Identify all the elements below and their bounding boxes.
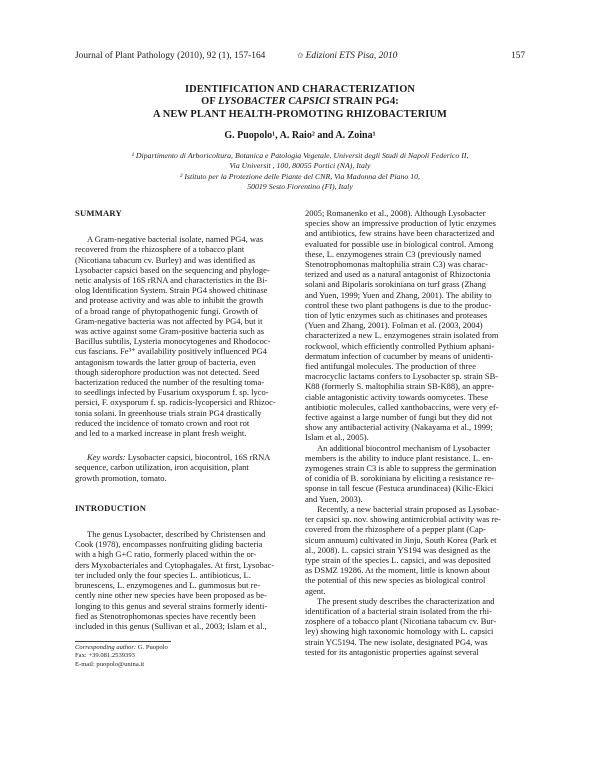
text-line: ciable antagonistic activity towards oomycetes. These [305, 391, 489, 402]
text-line: ter included only the four species L. antibioticus, L. [75, 569, 251, 580]
title-line: A NEW PLANT HEALTH-PROMOTING RHIZOBACTERIUM [153, 108, 447, 120]
keywords-line [75, 452, 295, 462]
affiliation-line: ¹ Dipartimento di Arboricoltura, Botanica e Patologia Vegetale, Universit degli Studi di Napoli Federico II, [131, 151, 469, 160]
text-line: with a high G+C ratio, formerly placed within the or- [75, 549, 257, 560]
text-line: and led to a marked increase in plant fresh weight. [75, 428, 247, 439]
spacer [75, 483, 295, 503]
text-line: sponse in tall fescue (Festuca arundinacea) (Kilic-Ekici [305, 483, 494, 494]
text-line: evaluated for possible use in biological control. Among [305, 238, 494, 249]
text-line: 2005; Romanenko et al., 2008). Although Lysobacter [305, 208, 486, 218]
text-line: rockwool, which efficiently controlled Pythium aphani- [305, 340, 495, 351]
correspondence-line [75, 644, 295, 652]
text-line: (Yuen and Zhang, 2001). Folman et al. (2003, 2004) [305, 320, 483, 331]
publisher-line [293, 49, 397, 63]
text-line: fied antifungal molecules. The production of three [305, 361, 476, 372]
running-header [75, 49, 525, 63]
footnote-divider [75, 641, 171, 642]
text-line: antibiotic molecules, called xanthobaccins, were very ef- [305, 401, 499, 412]
text-line: ley) showing high taxonomic homology with L. capsici [305, 626, 494, 637]
left-column [75, 208, 295, 669]
text-line: cus fascians. Fe³⁺ availability positively influenced PG4 [75, 346, 267, 357]
title-line [75, 96, 525, 108]
text-line: K88 (formerly S. maltophilia strain SB-K88), an appre- [305, 381, 495, 392]
text-line: The present study describes the characterization and [317, 595, 495, 606]
text-line: recovered from the rhizosphere of a tobacco plant [75, 244, 245, 255]
text-line: Cook (1978), encompasses nonfruiting gliding bacteria [75, 539, 263, 550]
text-line: and Yuen, 1999; Yuen and Zhang, 2001). The ability to [305, 289, 492, 300]
text-line: agent. [305, 585, 326, 596]
body-paragraph [305, 596, 525, 657]
text-line: control these two plant pathogens is due to the produc- [305, 299, 492, 310]
text-line: growth promotion, tomato. [75, 472, 167, 483]
text-line: Recently, a new bacterial strain proposed as Lysobac- [317, 503, 500, 514]
affiliation-line: 50019 Sesto Fiorentino (FI), Italy [247, 182, 353, 192]
text-line: ter capsici sp. nov. showing antimicrobial activity was re- [305, 514, 501, 525]
author-list: G. Puopolo¹, A. Raio² and A. Zoina¹ [224, 130, 376, 141]
text-line: sequence, carbon utilization, iron acquisition, plant [75, 462, 249, 473]
text-line: members is the ability to induce plant resistance. L. en- [305, 452, 494, 463]
correspondence-email: E-mail: puopolo@unina.it [75, 660, 145, 668]
text-line: Stenotrophomonas maltophilia strain C3) was charac- [305, 259, 488, 270]
correspondence-name: G. Puopolo [136, 644, 168, 652]
text-line: (Nicotiana tabacum cv. Burley) and was identified as [75, 254, 256, 265]
body-paragraph [305, 443, 525, 504]
article-title [75, 84, 525, 121]
text-line: the potential of this new species as biological control [305, 575, 486, 586]
text-line: A Gram-negative bacterial isolate, named PG4, was [87, 234, 264, 245]
spacer [75, 631, 295, 641]
text-line: persici, F. oxysporum f. sp. radicis-lycopersici and Rhizoc- [75, 397, 276, 408]
keywords [75, 452, 295, 483]
affiliation-line: ² Istituto per la Protezione delle Piante del CNR, Via Madonna del Piano 10, [180, 171, 420, 181]
correspondence-footnote [75, 644, 295, 669]
text-line: terized and used as a natural antagonist of Rhizoctonia [305, 269, 491, 280]
text-line: tested for its antagonistic properties against several [305, 646, 479, 657]
text-line: al., 2008). L. capsici strain YS194 was designed as the [305, 544, 491, 555]
keywords-text: Lysobacter capsici, biocontrol, 16S rRNA [125, 452, 271, 463]
text-line: bacterization reduced the number of the resulting toma- [75, 377, 265, 388]
text-line: type strain of the species L. capsici, and was deposited [305, 554, 491, 565]
text-line: included in this genus (Sullivan et al., 2003; Islam et al., [75, 620, 267, 631]
text-line: to seedlings infected by Fusarium oxysporum f. sp. lyco- [75, 387, 269, 398]
text-line: cently nine other new species have been proposed as be- [75, 590, 267, 601]
text-line: and antibiotics, few strains have been characterized and [305, 228, 495, 239]
title-fragment: OF [201, 96, 219, 108]
text-line: tion of lytic enzymes such as chitinases and proteases [305, 310, 488, 321]
text-line: strain YC5194. The new isolate, designated PG4, was [305, 636, 488, 647]
text-line: longing to this genus and several strains formerly identi- [75, 600, 268, 611]
correspondence-fax: Fax: +39.081.2539393 [75, 652, 135, 660]
text-line: show any antibacterial activity (Nakayama et al., 1999; [305, 422, 493, 433]
text-line: as DSMZ 19286. At the moment, little is known about [305, 565, 490, 576]
text-line: was active against some Gram-positive bacteria such as [75, 326, 265, 337]
text-line: macrocyclic lactams confers to Lysobacter sp. strain SB- [305, 371, 499, 382]
text-line: sicum annuum) cultivated in Jinju, South Korea (Park et [305, 534, 497, 545]
text-line: identification of a bacterial strain isolated from the rhi- [305, 605, 492, 616]
text-line: olog Identification System. Strain PG4 showed chitinase [75, 285, 268, 296]
introduction-paragraph [75, 529, 295, 631]
text-line: An additional biocontrol mechanism of Lysobacter [317, 442, 491, 453]
text-line: characterized a new L. enzymogenes strain isolated from [305, 330, 499, 341]
text-line: Gram-negative bacteria was not affected by PG4, but it [75, 315, 263, 326]
page-number: 157 [510, 51, 525, 61]
spacer [75, 438, 295, 452]
text-line: Lysobacter capsici based on the sequencing and phyloge- [75, 264, 270, 275]
text-line: and protease activity and was able to inhibit the growth [75, 295, 264, 306]
title-species: LYSOBACTER CAPSICI [218, 96, 331, 108]
text-line: The genus Lysobacter, described by Christensen and [87, 529, 266, 540]
summary-paragraph [75, 234, 295, 438]
text-line: reduced the incidence of tomato crown and root rot [75, 417, 250, 428]
text-line: Bacillus subtilis, Lysteria monocytogenes and Rhodococ- [75, 336, 271, 347]
text-line: covered from the rhizosphere of a pepper plant (Cap- [305, 524, 486, 535]
publisher-name: Edizioni ETS Pisa, 2010 [305, 51, 398, 61]
summary-heading: SUMMARY [75, 208, 122, 218]
publisher-star-icon: ✩ [297, 51, 304, 60]
affiliations [75, 151, 525, 193]
journal-citation: Journal of Plant Pathology (2010), 92 (1), 157-164 [75, 51, 266, 61]
text-line: though siderophore production was not detected. Seed [75, 366, 260, 377]
text-line: species show an impressive production of lytic enzymes [305, 218, 496, 229]
text-line: dermatum infection of cucumber by means of unidenti- [305, 350, 494, 361]
text-line: netic analysis of 16S rRNA and characteristics in the Bi- [75, 275, 268, 286]
body-paragraph [305, 208, 525, 443]
text-line: fective against a large number of fungi but they did not [305, 412, 493, 423]
text-line: and Yuen, 2003). [305, 493, 363, 504]
text-line: of conidia of B. sorokiniana by eliciting a resistance re- [305, 473, 494, 484]
title-fragment: STRAIN PG4: [330, 96, 399, 108]
text-line: solani and Bipolaris sorokiniana on turf grass (Zhang [305, 279, 487, 290]
title-line: IDENTIFICATION AND CHARACTERIZATION [184, 84, 415, 95]
correspondence-label: Corresponding author: [75, 644, 137, 652]
keywords-label: Key words: [87, 452, 126, 463]
text-line: antagonism towards the latter group of bacteria, even [75, 356, 256, 367]
text-line: brunescens, L. enzymogenes and L. gummosus but re- [75, 580, 261, 591]
text-line: these, L. enzymogenes strain C3 (previously named [305, 248, 482, 259]
text-line: zosphere of a tobacco plant (Nicotiana tabacum cv. Bur- [305, 616, 497, 627]
text-line: ders Myxobacteriales and Cytophagales. At first, Lysobac- [75, 559, 275, 570]
body-paragraph [305, 504, 525, 596]
text-line: Islam et al., 2005). [305, 432, 369, 443]
right-column [305, 208, 525, 657]
text-line: zymogenes strain C3 is able to suppress the germination [305, 463, 497, 474]
affiliation-line: Via Universit , 100, 80055 Portici (NA), Italy [229, 161, 371, 171]
text-line: tonia solani. In greenhouse trials strain PG4 drastically [75, 407, 262, 418]
text-line: of a broad range of phytopathogenic fungi. Growth of [75, 305, 258, 316]
introduction-heading: INTRODUCTION [75, 502, 147, 513]
text-line: fied as Stenotrophomonas species have recently been [75, 610, 256, 621]
